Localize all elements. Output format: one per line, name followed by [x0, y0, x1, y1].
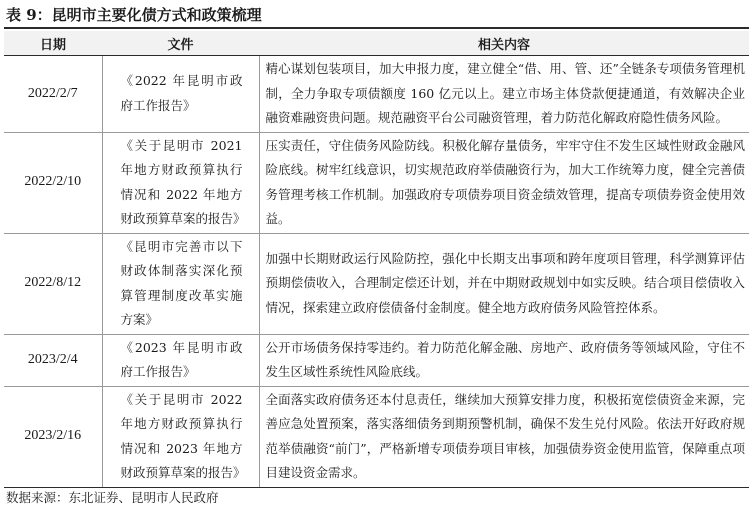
- row-document: 《2022 年昆明市政府工作报告》: [102, 56, 259, 133]
- row-document: 《昆明市完善市以下财政体制落实深化预算管理制度改革实施方案》: [102, 233, 259, 334]
- row-date: 2022/8/12: [4, 233, 102, 334]
- row-date: 2023/2/16: [4, 386, 102, 487]
- title-divider: [4, 27, 749, 29]
- row-content: 压实责任，守住债务风险防线。积极化解存量债务，牢牢守住不发生区域性财政金融风险底线。树牢红线意识，切实规范政府举债融资行为，加大工作统筹力度，健全完善债务管理考核工作机制。加强政府专项债券项目资金绩效管理，提高专项债券资金使用效益。: [259, 132, 749, 233]
- column-header-content: 相关内容: [259, 31, 749, 56]
- row-content: 加强中长期财政运行风险防控，强化中长期支出事项和跨年度项目管理，科学测算评估预期偿债收入，合理制定偿还计划，并在中期财政规划中如实反映。结合项目偿债收入情况，探索建立政府偿债备付金制度。健全地方政府债务风险管控体系。: [259, 233, 749, 334]
- table-row: [4, 233, 749, 334]
- row-date: 2023/2/4: [4, 334, 102, 386]
- table-row: [4, 386, 749, 487]
- row-date: 2022/2/7: [4, 56, 102, 133]
- policy-table: [4, 31, 749, 488]
- row-document: 《关于昆明市 2021 年地方财政预算执行情况和 2022 年地方财政预算草案的报告》: [102, 132, 259, 233]
- table-row: [4, 132, 749, 233]
- row-content: 全面落实政府债务还本付息责任，继续加大预算安排力度，积极拓宽偿债资金来源，完善应急处置预案，落实落细债务到期预警机制，确保不发生兑付风险。依法开好政府规范举债融资“前门”，严格新增专项债券项目审核，加强债券资金使用监管，保障重点项目建设资金需求。: [259, 386, 749, 487]
- row-date: 2022/2/10: [4, 132, 102, 233]
- row-content: 公开市场债务保持零违约。着力防范化解金融、房地产、政府债务等领域风险，守住不发生区域性系统性风险底线。: [259, 334, 749, 386]
- row-document: 《2023 年昆明市政府工作报告》: [102, 334, 259, 386]
- column-header-date: 日期: [4, 31, 102, 56]
- data-source-note: 数据来源：东北证券、昆明市人民政府: [6, 490, 219, 505]
- table-row: [4, 334, 749, 386]
- table-row: [4, 56, 749, 133]
- column-header-doc: 文件: [102, 31, 259, 56]
- row-document: 《关于昆明市 2022 年地方财政预算执行情况和 2023 年地方财政预算草案的报告》: [102, 386, 259, 487]
- table-header-row: [4, 31, 749, 56]
- row-content: 精心谋划包装项目，加大申报力度，建立健全“借、用、管、还”全链条专项债务管理机制，全力争取专项债额度 160 亿元以上。建立市场主体贷款便捷通道，有效解决企业融资难融资贵问题。规范融资平台公司融资管理，着力防范化解政府隐性债务风险。: [265, 61, 745, 125]
- table-title: 表 9：昆明市主要化债方式和政策梳理: [6, 6, 262, 24]
